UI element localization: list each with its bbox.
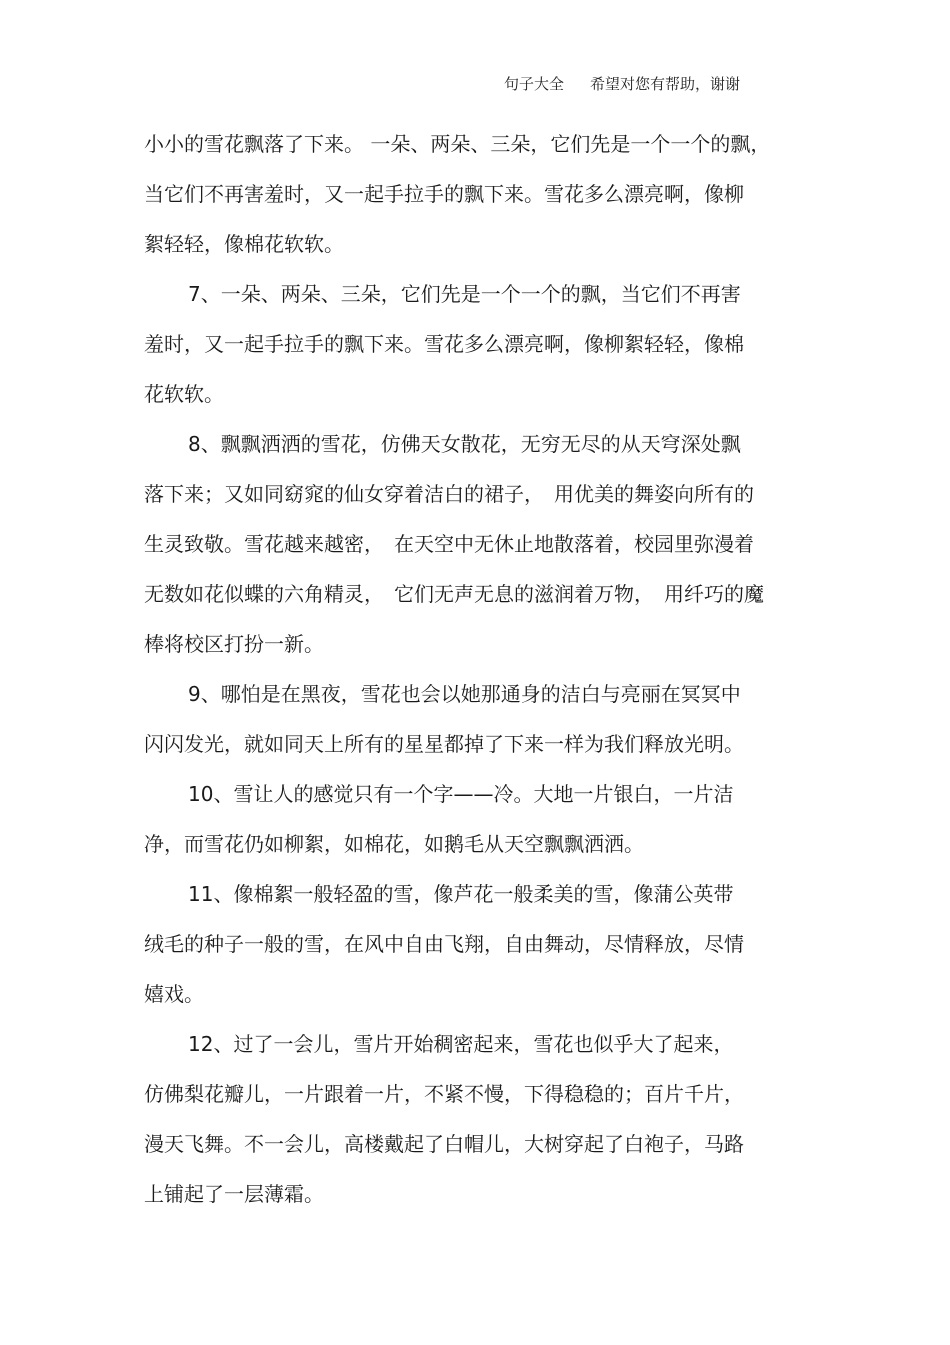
text-line: 12、过了一会儿，雪片开始稠密起来，雪花也似乎大了起来， bbox=[188, 1032, 734, 1056]
text-line: 当它们不再害羞时，又一起手拉手的飘下来。雪花多么漂亮啊，像柳 bbox=[144, 182, 744, 206]
text-line: 漫天飞舞。不一会儿，高楼戴起了白帽儿，大树穿起了白袍子，马路 bbox=[144, 1132, 744, 1156]
text-line: 絮轻轻，像棉花软软。 bbox=[144, 232, 344, 256]
text-line: 仿佛梨花瓣儿，一片跟着一片，不紧不慢，下得稳稳的；百片千片， bbox=[144, 1082, 744, 1106]
text-line: 落下来；又如同窈窕的仙女穿着洁白的裙子， 用优美的舞姿向所有的 bbox=[144, 482, 754, 506]
header-title: 句子大全 bbox=[504, 75, 565, 93]
text-line: 小小的雪花飘落了下来。 一朵、两朵、三朵，它们先是一个一个的飘， bbox=[144, 132, 771, 156]
text-line: 8、飘飘洒洒的雪花，仿佛天女散花，无穷无尽的从天穹深处飘 bbox=[188, 432, 741, 456]
header-note: 希望对您有帮助，谢谢 bbox=[590, 75, 741, 93]
text-line: 11、像棉絮一般轻盈的雪，像芦花一般柔美的雪，像蒲公英带 bbox=[188, 882, 734, 906]
text-line: 净，而雪花仍如柳絮，如棉花，如鹅毛从天空飘飘洒洒。 bbox=[144, 832, 644, 856]
page-header bbox=[504, 74, 740, 94]
text-line: 绒毛的种子一般的雪，在风中自由飞翔，自由舞动，尽情释放，尽情 bbox=[144, 932, 744, 956]
text-line: 羞时，又一起手拉手的飘下来。雪花多么漂亮啊，像柳絮轻轻，像棉 bbox=[144, 332, 744, 356]
text-line: 9、哪怕是在黑夜，雪花也会以她那通身的洁白与亮丽在冥冥中 bbox=[188, 682, 741, 706]
text-line: 无数如花似蝶的六角精灵， 它们无声无息的滋润着万物， 用纤巧的魔 bbox=[144, 582, 764, 606]
text-line: 嬉戏。 bbox=[144, 982, 204, 1006]
text-line: 10、雪让人的感觉只有一个字——冷。大地一片银白，一片洁 bbox=[188, 782, 734, 806]
text-line: 棒将校区打扮一新。 bbox=[144, 632, 324, 656]
text-line: 花软软。 bbox=[144, 382, 224, 406]
text-line: 上铺起了一层薄霜。 bbox=[144, 1182, 324, 1206]
text-line: 闪闪发光，就如同天上所有的星星都掉了下来一样为我们释放光明。 bbox=[144, 732, 744, 756]
body-text bbox=[144, 119, 812, 1219]
text-line: 生灵致敬。雪花越来越密， 在天空中无休止地散落着，校园里弥漫着 bbox=[144, 532, 754, 556]
text-line: 7、一朵、两朵、三朵，它们先是一个一个的飘，当它们不再害 bbox=[188, 282, 741, 306]
